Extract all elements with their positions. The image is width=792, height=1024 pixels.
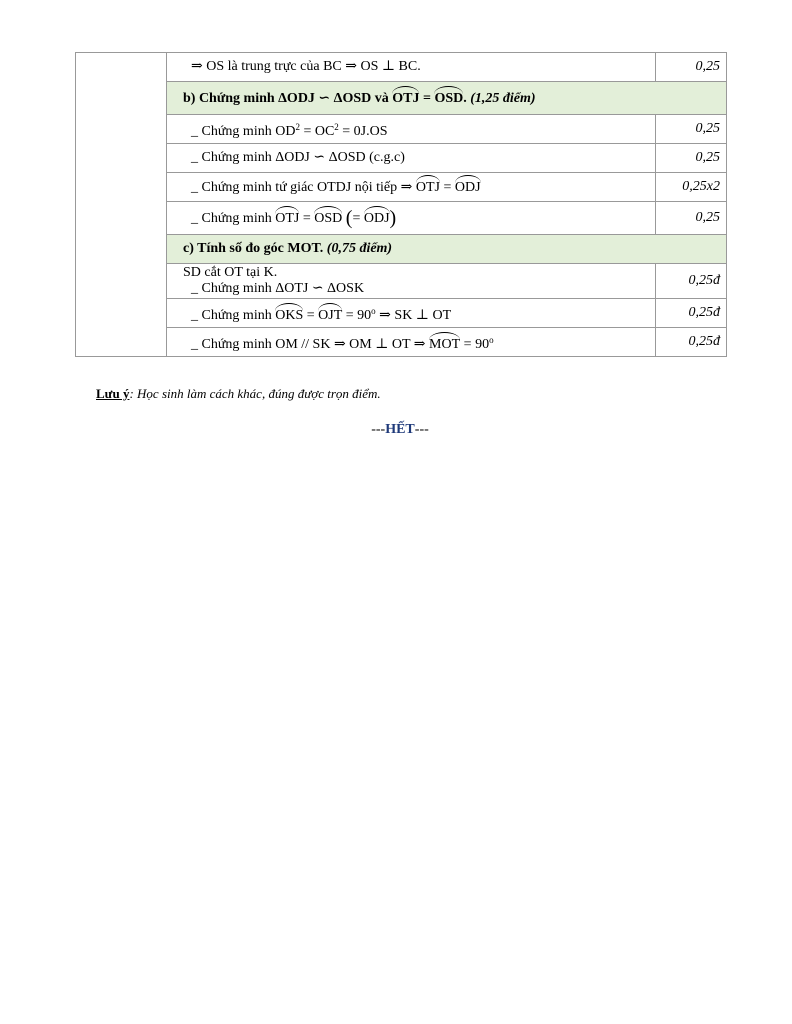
angle-odj: ODJ — [363, 211, 390, 226]
note — [96, 386, 381, 402]
equals-sign: = — [439, 180, 455, 195]
step-text — [167, 53, 656, 82]
step-score: 0,25 — [656, 53, 727, 82]
step-score: 0,25đ — [656, 299, 727, 328]
b3-text: _ Chứng minh tứ giác OTDJ nội tiếp ⇒ — [191, 180, 416, 195]
left-column-cell — [76, 53, 167, 357]
step-score: 0,25 — [656, 202, 727, 235]
equals-sign: = — [303, 307, 319, 323]
angle-otj: OTJ — [392, 91, 420, 106]
step-score: 0,25 — [656, 115, 727, 144]
angle-ojt: OJT — [318, 307, 343, 323]
equals-sign: = — [352, 211, 364, 226]
degree-sign: o — [371, 305, 376, 316]
section-b-prefix: b) Chứng minh ΔODJ ∽ ΔOSD và — [183, 91, 393, 106]
oc-text: = OC — [299, 123, 335, 139]
section-b-points: (1,25 điểm) — [470, 91, 536, 106]
paren-open: ( — [345, 207, 353, 229]
angle-value: = 90 — [460, 336, 490, 352]
table-row — [76, 53, 727, 82]
c2-tail: ⇒ SK ⊥ OT — [375, 307, 452, 323]
c3-text: _ Chứng minh OM // SK ⇒ OM ⊥ OT ⇒ — [191, 336, 430, 352]
oj-os-text: = 0J.OS — [338, 123, 388, 139]
angle-mot: MOT — [429, 336, 461, 352]
table-row — [76, 115, 727, 144]
table-row — [76, 144, 727, 173]
table-row — [76, 299, 727, 328]
section-c-points: (0,75 điểm) — [326, 241, 393, 256]
step-score: 0,25 — [656, 144, 727, 173]
table-row — [76, 328, 727, 357]
angle-odj: ODJ — [454, 180, 481, 195]
section-b-title — [167, 82, 727, 115]
grading-table — [75, 52, 727, 357]
c2-text: _ Chứng minh — [191, 307, 276, 323]
period: . — [463, 91, 471, 106]
step-text: _ Chứng minh ΔODJ ∽ ΔOSD (c.g.c) — [167, 144, 656, 173]
angle-otj: OTJ — [415, 180, 440, 195]
equals-sign: = — [299, 211, 315, 226]
paren-close: ) — [389, 207, 397, 229]
row1-text: ⇒ OS là trung trực của BC ⇒ OS ⊥ BC. — [191, 59, 421, 74]
equals-sign: = — [419, 91, 435, 106]
section-b-header — [76, 82, 727, 115]
angle-osd: OSD — [314, 211, 343, 226]
step-text — [167, 173, 656, 202]
section-c-title — [167, 235, 727, 264]
table-row — [76, 202, 727, 235]
end-dashes-right: --- — [414, 422, 429, 437]
step-text — [167, 115, 656, 144]
table-row — [76, 264, 727, 299]
end-dashes-left: --- — [371, 422, 386, 437]
b4-text: _ Chứng minh — [191, 211, 276, 226]
superscript: 2 — [334, 121, 339, 132]
note-text: : Học sinh làm cách khác, đúng được trọn điểm. — [129, 386, 381, 401]
c1-line2: _ Chứng minh ΔOTJ ∽ ΔOSK — [191, 281, 365, 296]
end-marker — [0, 422, 792, 438]
angle-oks: OKS — [275, 307, 304, 323]
step-text — [167, 202, 656, 235]
od-text: _ Chứng minh OD — [191, 123, 296, 139]
superscript: 2 — [295, 121, 300, 132]
step-text — [167, 299, 656, 328]
step-score: 0,25đ — [656, 328, 727, 357]
angle-otj: OTJ — [275, 211, 300, 226]
angle-value: = 90 — [342, 307, 372, 323]
step-text — [167, 328, 656, 357]
end-word: HẾT — [385, 422, 415, 437]
table-row — [76, 173, 727, 202]
section-c-prefix: c) Tính số đo góc MOT. — [183, 241, 327, 256]
section-c-header — [76, 235, 727, 264]
c1-line1: SD cắt OT tại K. — [183, 265, 278, 280]
step-text — [167, 264, 656, 299]
degree-sign: o — [489, 334, 494, 345]
note-label: Lưu ý — [96, 386, 130, 401]
step-score: 0,25đ — [656, 264, 727, 299]
step-score: 0,25x2 — [656, 173, 727, 202]
angle-osd: OSD — [434, 91, 464, 106]
